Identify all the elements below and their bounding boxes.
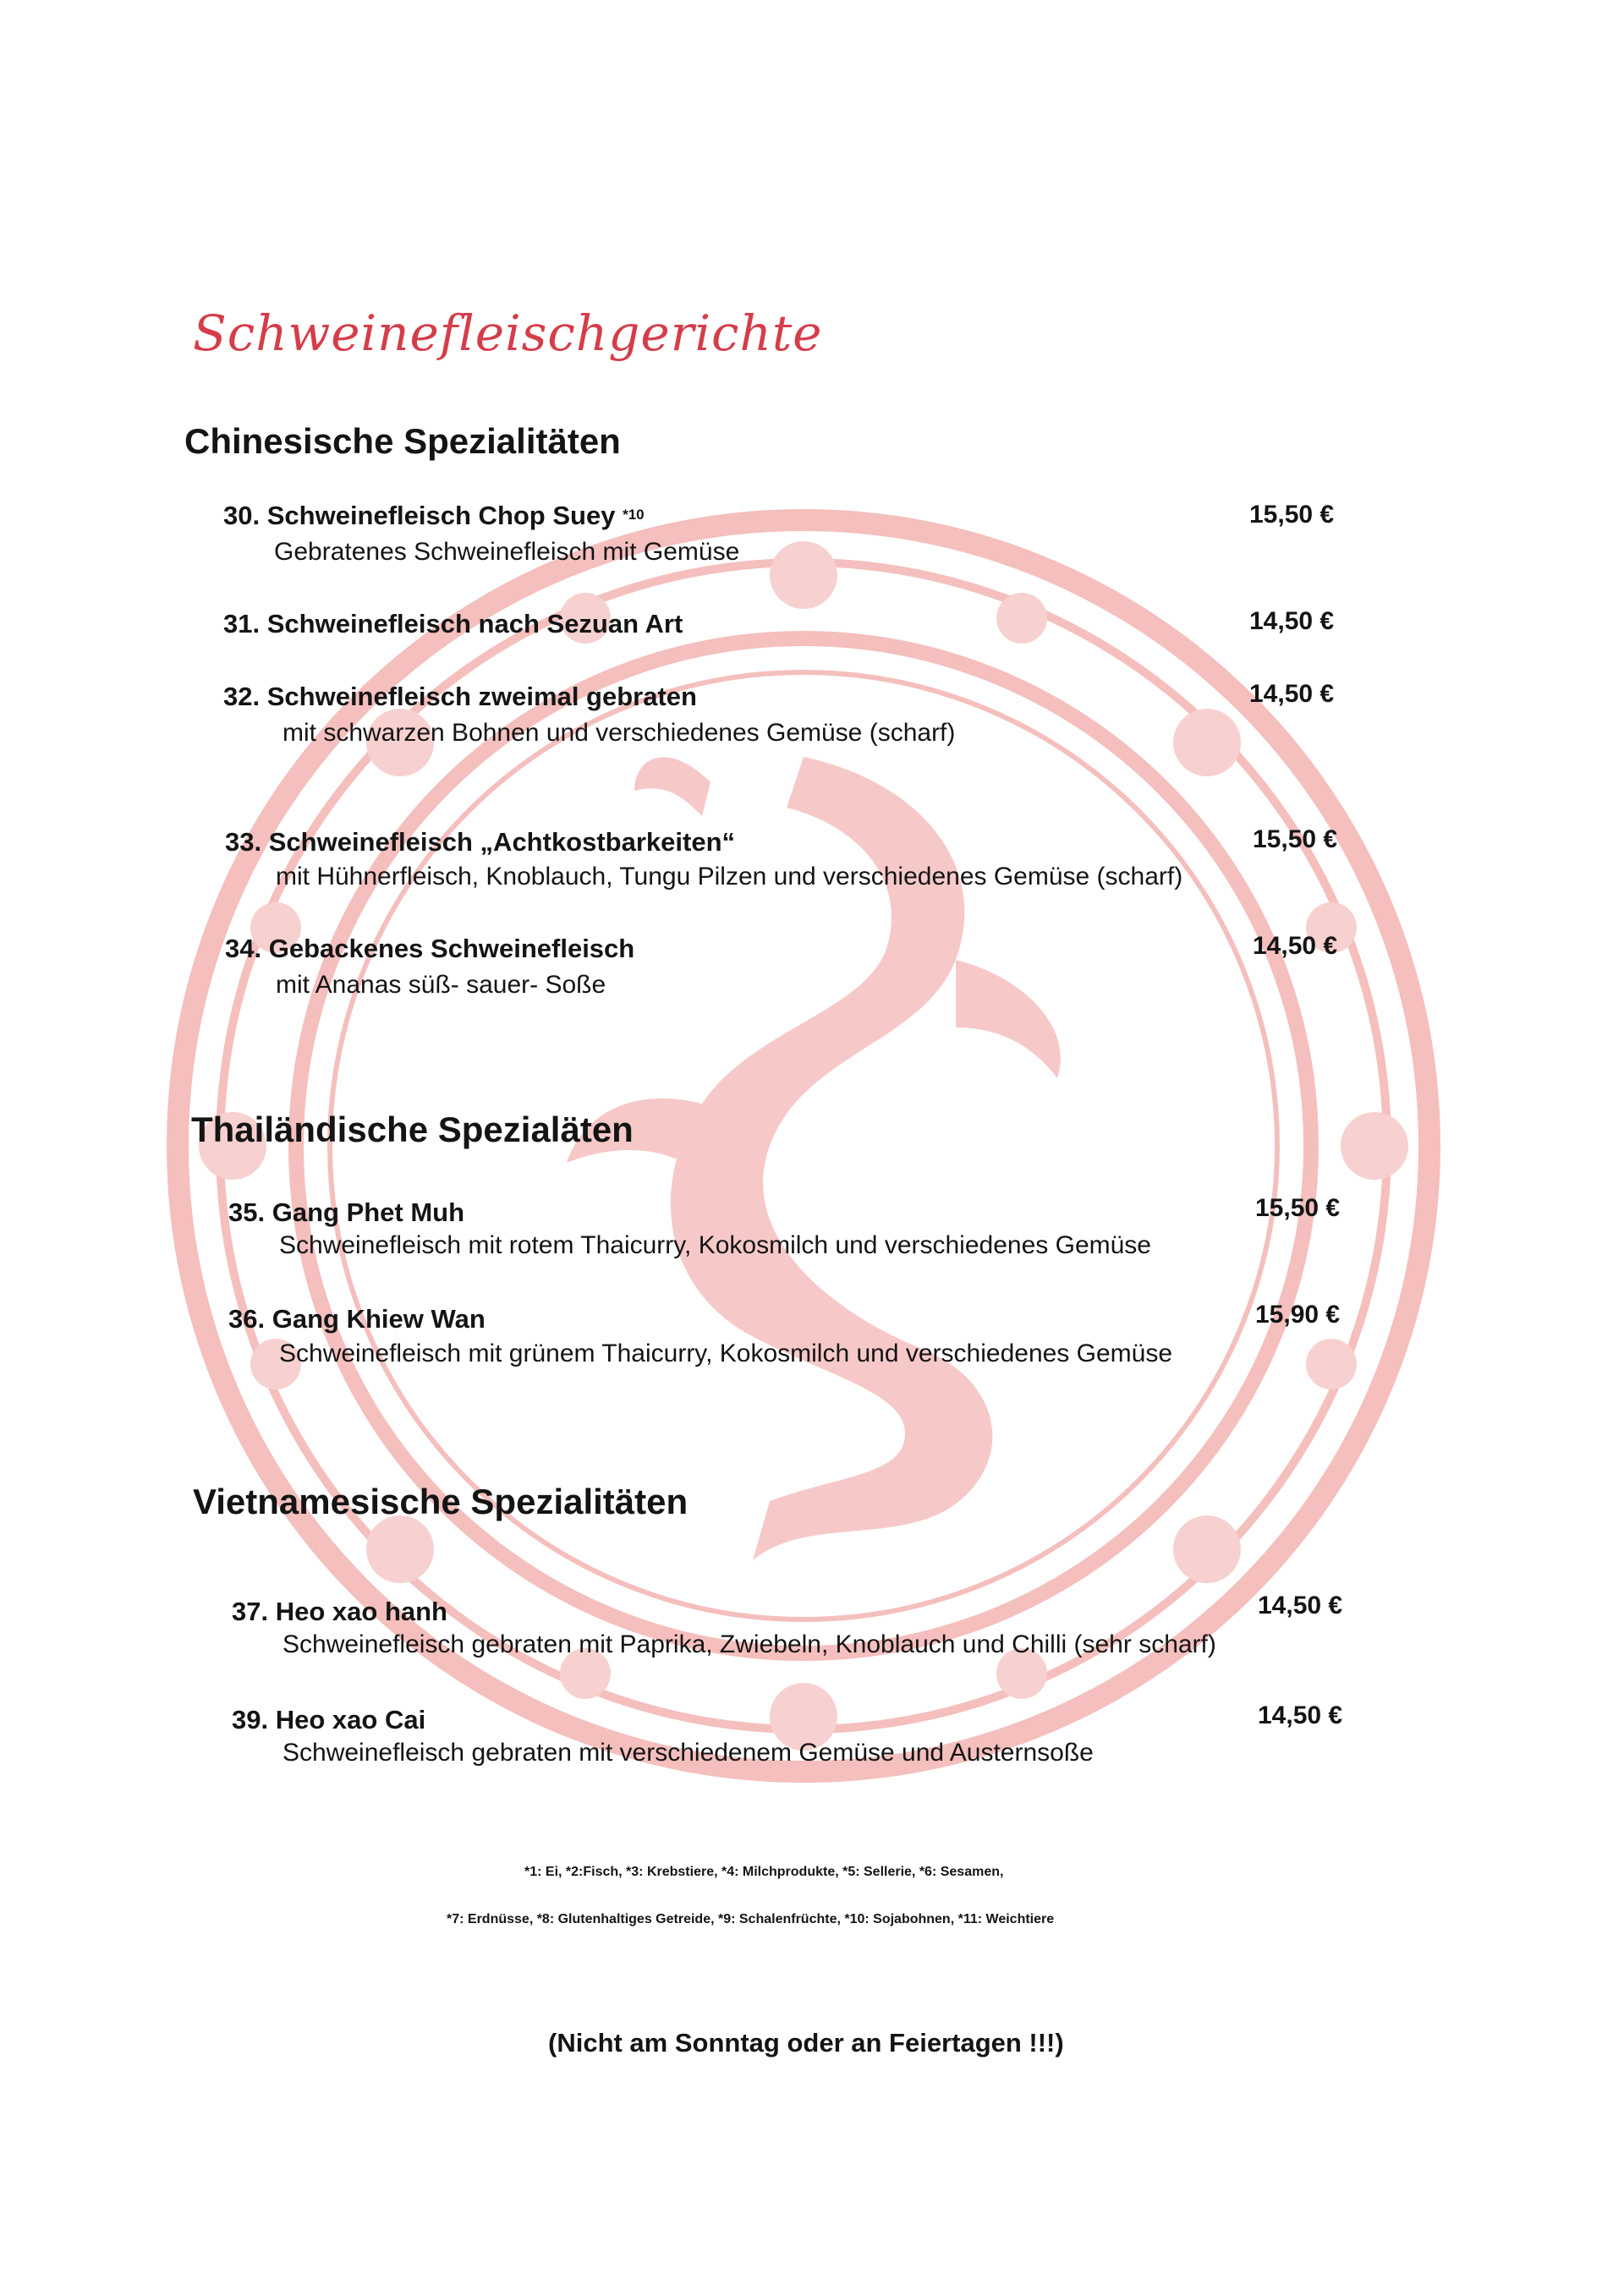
menu-item-price: 14,50 €: [1258, 1592, 1343, 1619]
menu-item-name: 36. Gang Khiew Wan: [228, 1304, 486, 1334]
menu-item-price: 14,50 €: [1258, 1701, 1343, 1729]
menu-item-description: Schweinefleisch mit rotem Thaicurry, Kokosmilch und verschiedenes Gemüse: [279, 1231, 1151, 1259]
menu-item-name: 32. Schweinefleisch zweimal gebraten: [223, 682, 697, 711]
menu-item-name: 35. Gang Phet Muh: [228, 1197, 465, 1227]
menu-item-name: 31. Schweinefleisch nach Sezuan Art: [223, 609, 683, 638]
menu-item-price: 14,50 €: [1249, 680, 1335, 708]
menu-item-description: Schweinefleisch gebraten mit verschiedenem Gemüse und Austernsoße: [283, 1739, 1094, 1767]
section-heading-chinese: Chinesische Spezialitäten: [184, 421, 621, 461]
menu-item-price: 15,50 €: [1253, 825, 1338, 853]
section-heading-vietnamese: Vietnamesische Spezialitäten: [193, 1482, 689, 1521]
menu-item-description: Gebratenes Schweinefleisch mit Gemüse: [274, 538, 740, 566]
menu-item-price: 15,50 €: [1249, 501, 1335, 529]
section-heading-thai: Thailändische Spezialäten: [191, 1110, 634, 1149]
allergen-legend-line-1: *1: Ei, *2:Fisch, *3: Krebstiere, *4: Milchprodukte, *5: Sellerie, *6: Sesamen,: [524, 1865, 1004, 1879]
menu-item-price: 14,50 €: [1253, 932, 1338, 960]
menu-item-name: 37. Heo xao hanh: [232, 1597, 447, 1626]
menu-item-price: 15,50 €: [1255, 1194, 1341, 1222]
menu-item-price: 15,90 €: [1255, 1301, 1341, 1329]
menu-item-name: 34. Gebackenes Schweinefleisch: [225, 934, 635, 963]
menu-item-description: Schweinefleisch gebraten mit Paprika, Zwiebeln, Knoblauch und Chilli (sehr scharf): [283, 1630, 1216, 1658]
menu-item-description: mit schwarzen Bohnen und verschiedenes Gemüse (scharf): [283, 719, 956, 747]
menu-item-description: mit Hühnerfleisch, Knoblauch, Tungu Pilzen und verschiedenes Gemüse (scharf): [276, 863, 1183, 890]
page-title: Schweinefleischgerichte: [193, 304, 823, 362]
menu-item-description: mit Ananas süß- sauer- Soße: [276, 971, 606, 999]
menu-item-name: 33. Schweinefleisch „Achtkostbarkeiten“: [225, 827, 736, 857]
availability-notice: (Nicht am Sonntag oder an Feiertagen !!!): [548, 2028, 1064, 2058]
allergen-legend-line-2: *7: Erdnüsse, *8: Glutenhaltiges Getreide, *9: Schalenfrüchte, *10: Sojabohnen, *11: Weichtiere: [447, 1912, 1055, 1926]
allergen-marker: *10: [623, 507, 645, 523]
menu-item-price: 14,50 €: [1249, 607, 1335, 635]
menu-item-description: Schweinefleisch mit grünem Thaicurry, Kokosmilch und verschiedenes Gemüse: [279, 1340, 1173, 1367]
menu-item-name: 39. Heo xao Cai: [232, 1705, 426, 1734]
menu-item-name: 30. Schweinefleisch Chop Suey $^{*10}$: [223, 501, 645, 530]
